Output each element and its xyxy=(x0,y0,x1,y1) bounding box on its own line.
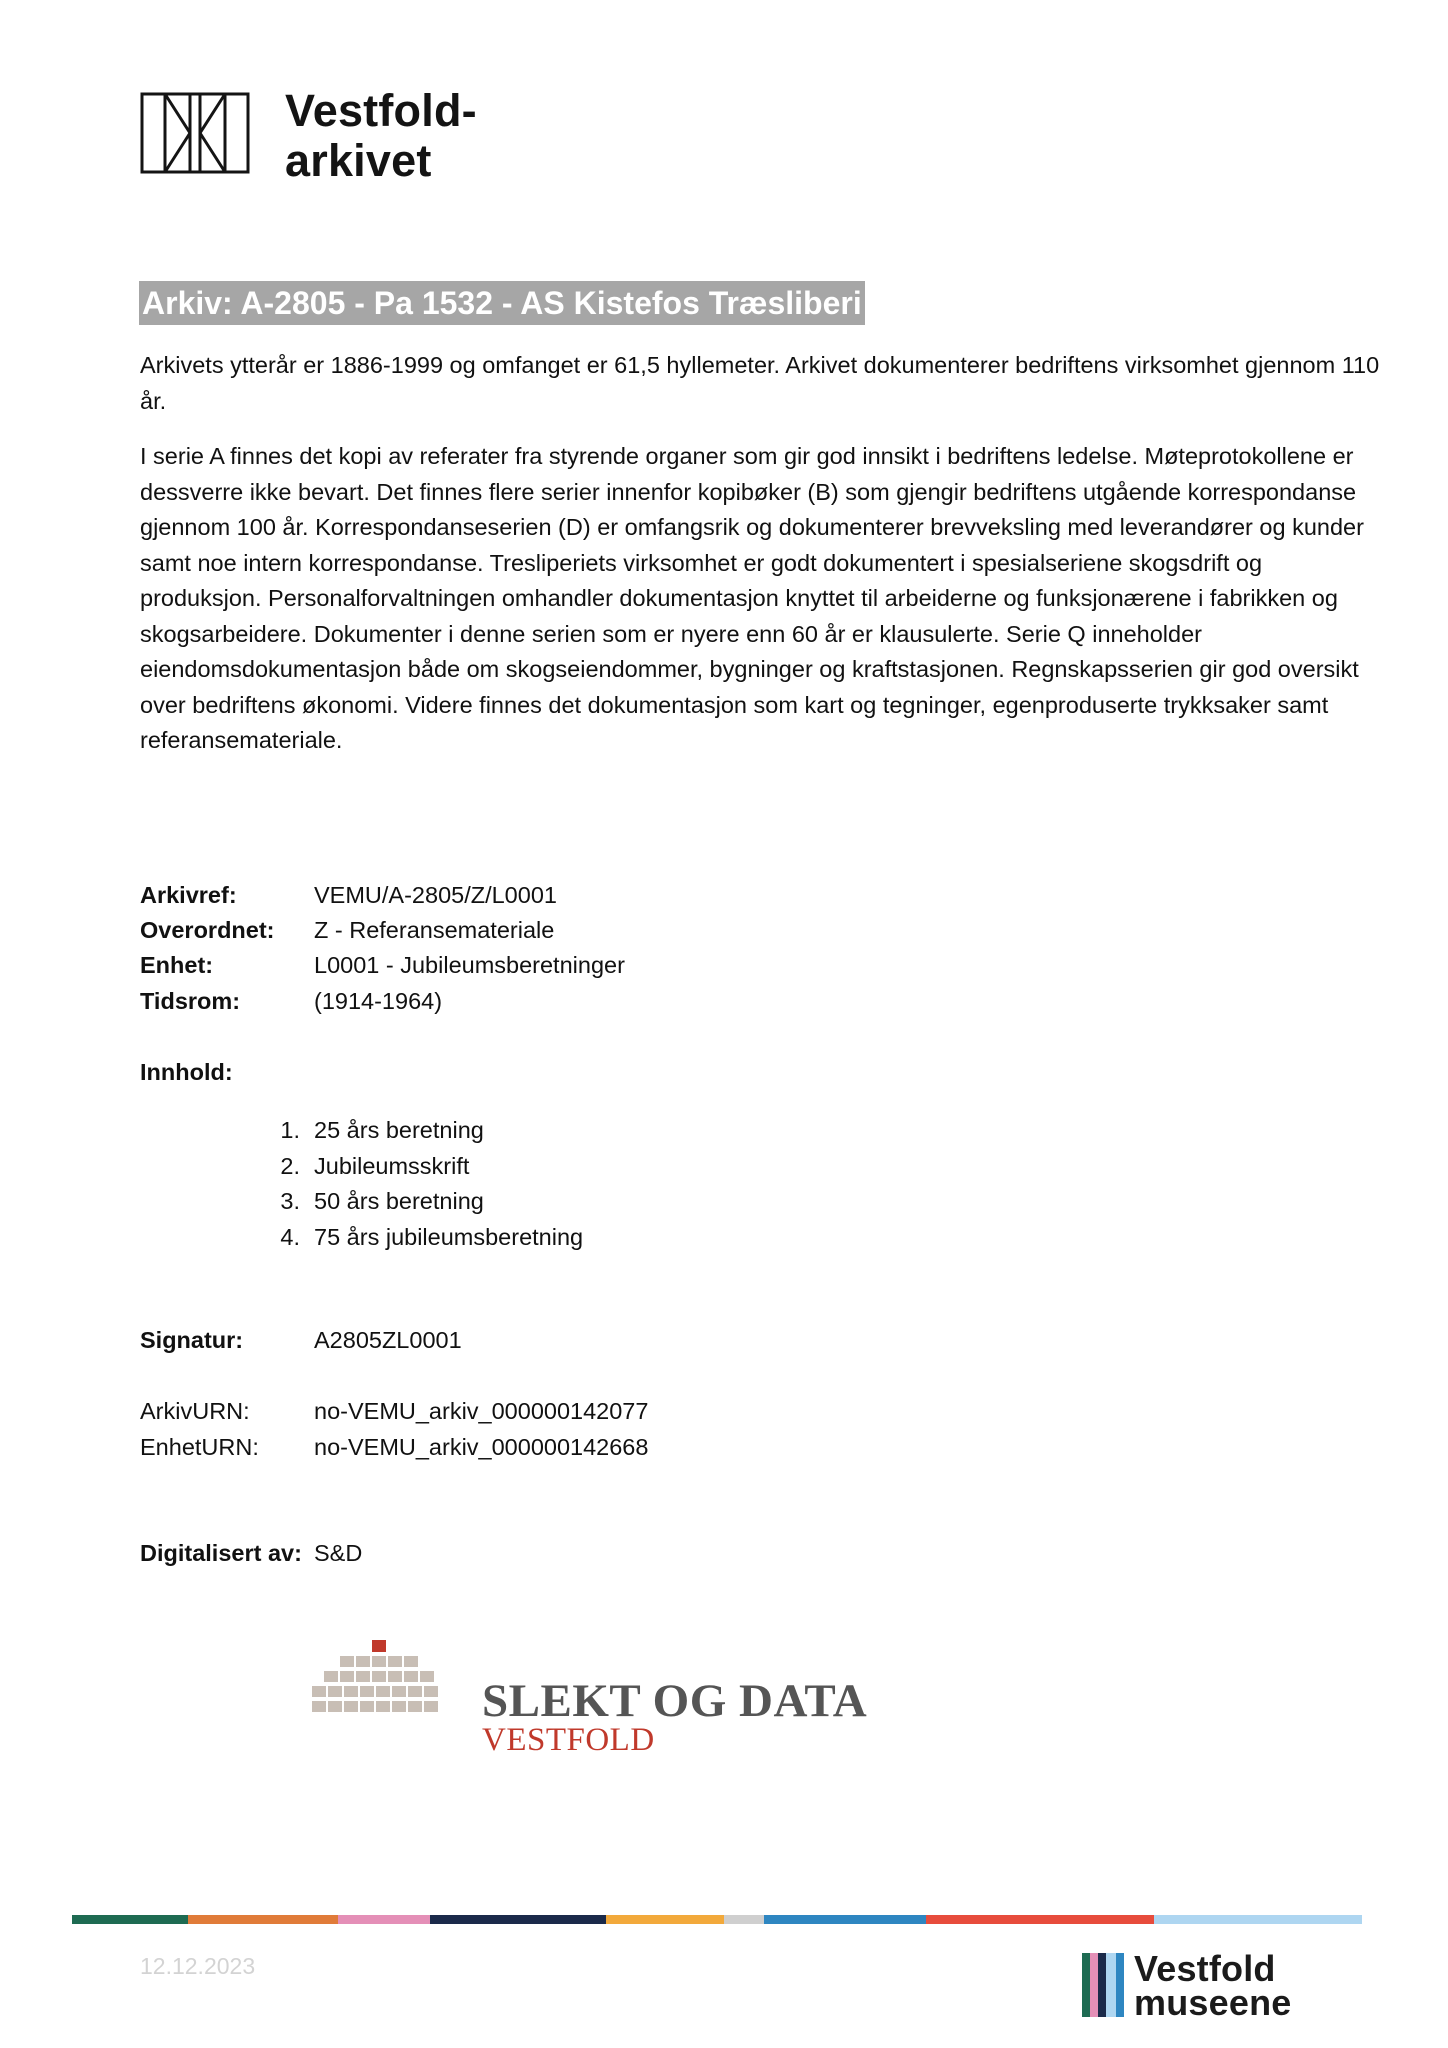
list-item-number: 1. xyxy=(280,1117,300,1143)
arkivurn-label: ArkivURN: xyxy=(140,1398,250,1424)
vestfoldarkivet-mark-icon xyxy=(140,92,250,174)
logo-text-line1: Vestfold- xyxy=(285,85,477,136)
enheturn-label: EnhetURN: xyxy=(140,1434,259,1460)
list-item: 75 års jubileumsberetning xyxy=(314,1224,584,1250)
vestfoldmuseene-logo xyxy=(1082,1948,1332,2023)
arkivref-label: Arkivref: xyxy=(140,882,237,908)
digitalisert-label: Digitalisert av: xyxy=(140,1540,302,1566)
arkivurn-value: no-VEMU_arkiv_000000142077 xyxy=(314,1398,649,1424)
overordnet-value: Z - Referansemateriale xyxy=(314,917,555,943)
signatur-value: A2805ZL0001 xyxy=(314,1327,462,1353)
innhold-label: Innhold: xyxy=(140,1059,233,1085)
stripe-segment xyxy=(606,1915,724,1924)
logo-text-line2: arkivet xyxy=(285,135,432,186)
enheturn-value: no-VEMU_arkiv_000000142668 xyxy=(314,1434,649,1460)
slekt-og-data-mark-icon xyxy=(312,1640,452,1720)
tidsrom-label: Tidsrom: xyxy=(140,988,241,1014)
stripe-segment xyxy=(72,1915,188,1924)
signatur-label: Signatur: xyxy=(140,1327,244,1353)
arkivref-value: VEMU/A-2805/Z/L0001 xyxy=(314,882,557,908)
digitalisert-value: S&D xyxy=(314,1540,363,1566)
list-item: 50 års beretning xyxy=(314,1188,484,1214)
stripe-segment xyxy=(188,1915,338,1924)
enhet-label: Enhet: xyxy=(140,952,214,978)
document-title: Arkiv: A-2805 - Pa 1532 - AS Kistefos Træsliberi xyxy=(139,281,865,325)
enhet-value: L0001 - Jubileumsberetninger xyxy=(314,952,625,978)
list-item-number: 2. xyxy=(280,1153,300,1179)
stripe-segment xyxy=(724,1915,764,1924)
stripe-segment xyxy=(1154,1915,1362,1924)
summary-paragraph: Arkivets ytterår er 1886-1999 og omfanget er 61,5 hyllemeter. Arkivet dokumenterer bedriftens virksomhet gjennom 110 år. xyxy=(140,352,1380,414)
slekt-og-data-title: SLEKT OG DATA xyxy=(482,1675,868,1727)
overordnet-label: Overordnet: xyxy=(140,917,275,943)
stripe-segment xyxy=(764,1915,926,1924)
footer-logo-line1: Vestfold xyxy=(1134,1948,1276,1989)
list-item: Jubileumsskrift xyxy=(314,1153,470,1179)
list-item-number: 4. xyxy=(280,1224,300,1250)
vestfoldmuseene-mark-icon xyxy=(1082,1951,1128,2019)
stripe-segment xyxy=(926,1915,1154,1924)
slekt-og-data-subtitle: VESTFOLD xyxy=(482,1722,655,1758)
color-stripe xyxy=(72,1915,1362,1924)
tidsrom-value: (1914-1964) xyxy=(314,988,443,1014)
footer-date: 12.12.2023 xyxy=(140,1953,256,1979)
vestfoldarkivet-logo xyxy=(140,86,520,186)
stripe-segment xyxy=(338,1915,430,1924)
description-paragraph: I serie A finnes det kopi av referater fra styrende organer som gir god innsikt i bedriftens ledelse. Møteprotokollene er dessverre ikke bevart. Det finnes flere serier innenfor kopibøker (B) som gjengir bedriftens utgående korrespondanse gjennom 100 år. Korrespondanseserien (D) er omfangsrik og dokumenterer brevveksling med leverandører og kunder samt noe intern korrespondanse. Tresliperiets virksomhet er godt dokumentert i spesialseriene skogsdrift og produksjon. Personalforvaltningen omhandler dokumentasjon knyttet til arbeiderne og funksjonærene i fabrikken og skogsarbeidere. Dokumenter i denne serien som er nyere enn 60 år er klausulerte. Serie Q inneholder eiendomsdokumentasjon både om skogseiendommer, bygninger og kraftstasjonen. Regnskapsserien gir god oversikt over bedriftens økonomi. Videre finnes det dokumentasjon som kart og tegninger, egenproduserte trykksaker samt referansemateriale. xyxy=(140,443,1364,753)
slekt-og-data-logo xyxy=(312,1640,912,1760)
list-item-number: 3. xyxy=(280,1188,300,1214)
stripe-segment xyxy=(430,1915,606,1924)
footer-logo-line2: museene xyxy=(1134,1982,1292,2023)
list-item: 25 års beretning xyxy=(314,1117,484,1143)
